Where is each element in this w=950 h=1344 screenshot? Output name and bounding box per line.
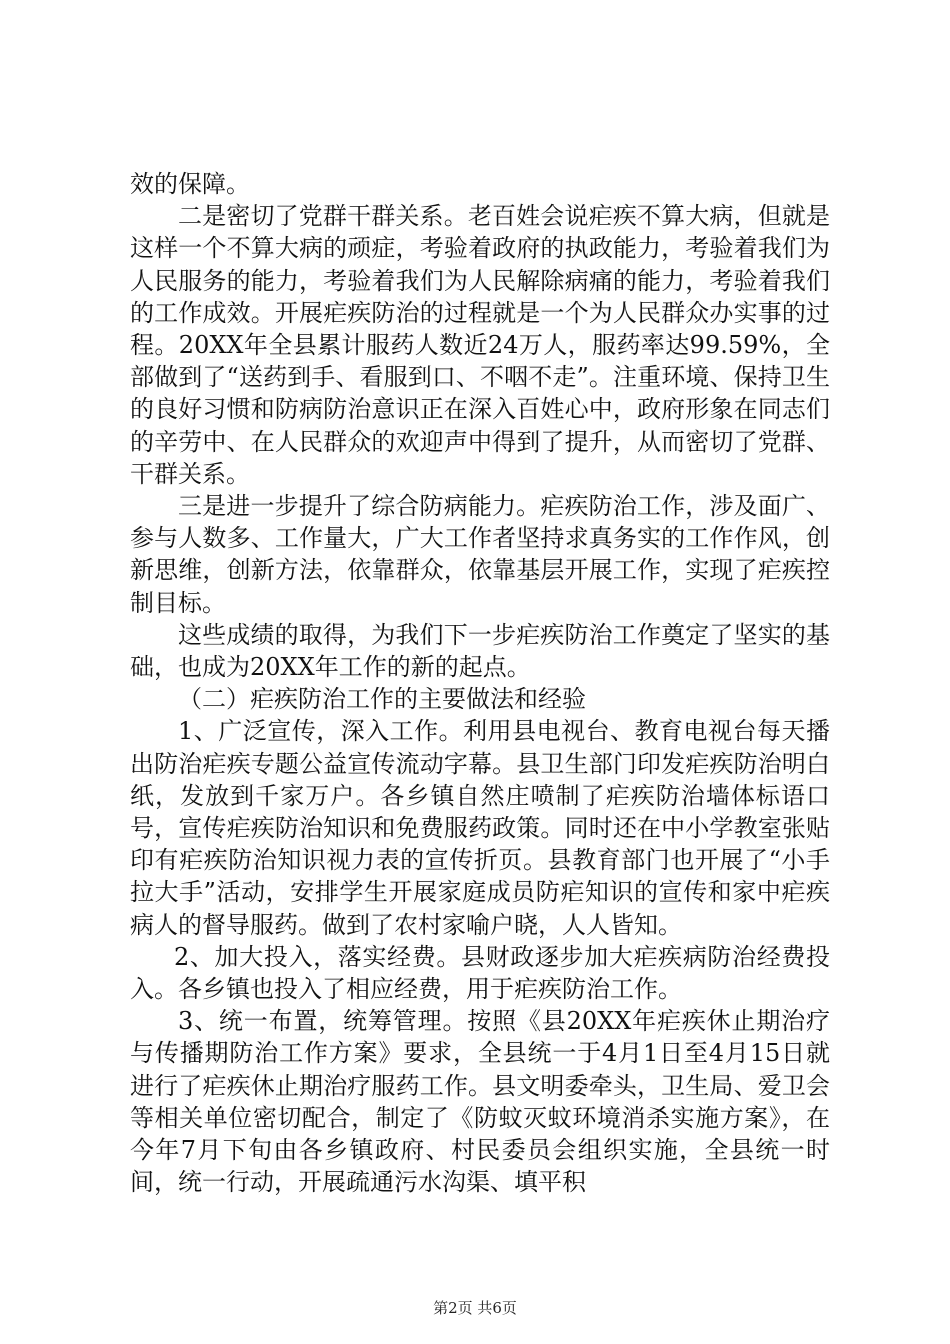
- paragraph-2: 二是密切了党群干群关系。老百姓会说疟疾不算大病，但就是这样一个不算大病的顽症，考验着政府的执政能力，考验着我们为人民服务的能力，考验着我们为人民解除病痛的能力，考验着我们的工作成效。开展疟疾防治的过程就是一个为人民群众办实事的过程。20XX年全县累计服药人数近24万人，服药率达99.59%，全部做到了“送药到手、看服到口、不咽不走”。注重环境、保持卫生的良好习惯和防病防治意识正在深入百姓心中，政府形象在同志们的辛劳中、在人民群众的欢迎声中得到了提升，从而密切了党群、干群关系。: [130, 202, 830, 488]
- paragraph-1: 效的保障。: [130, 170, 250, 198]
- paragraph-3: 三是进一步提升了综合防病能力。疟疾防治工作，涉及面广、参与人数多、工作量大，广大工作者坚持求真务实的工作作风，创新思维，创新方法，依靠群众，依靠基层开展工作，实现了疟疾控制目标。: [130, 492, 830, 617]
- paragraph-5: 1、广泛宣传，深入工作。利用县电视台、教育电视台每天播出防治疟疾专题公益宣传流动字幕。县卫生部门印发疟疾防治明白纸，发放到千家万户。各乡镇自然庄喷制了疟疾防治墙体标语口号，宣传疟疾防治知识和免费服药政策。同时还在中小学教室张贴印有疟疾防治知识视力表的宣传折页。县教育部门也开展了“小手拉大手”活动，安排学生开展家庭成员防疟知识的宣传和家中疟疾病人的督导服药。做到了农村家喻户晓，人人皆知。: [130, 717, 830, 939]
- page-number: 第2页 共6页: [433, 1299, 517, 1317]
- section-heading: （二）疟疾防治工作的主要做法和经验: [178, 685, 586, 714]
- document-body: [130, 168, 830, 1199]
- paragraph-7: 3、统一布置，统筹管理。按照《县20XX年疟疾休止期治疗与传播期防治工作方案》要求，全县统一于4月1日至4月15日就进行了疟疾休止期治疗服药工作。县文明委牵头，卫生局、爱卫会等相关单位密切配合，制定了《防蚊灭蚊环境消杀实施方案》，在今年7月下旬由各乡镇政府、村民委员会组织实施，全县统一时间，统一行动，开展疏通污水沟渠、填平积: [130, 1007, 830, 1197]
- paragraph-4: 这些成绩的取得，为我们下一步疟疾防治工作奠定了坚实的基础，也成为20XX年工作的新的起点。: [130, 620, 830, 682]
- paragraph-6: 2、加大投入，落实经费。县财政逐步加大疟疾病防治经费投入。各乡镇也投入了相应经费，用于疟疾防治工作。: [130, 942, 830, 1004]
